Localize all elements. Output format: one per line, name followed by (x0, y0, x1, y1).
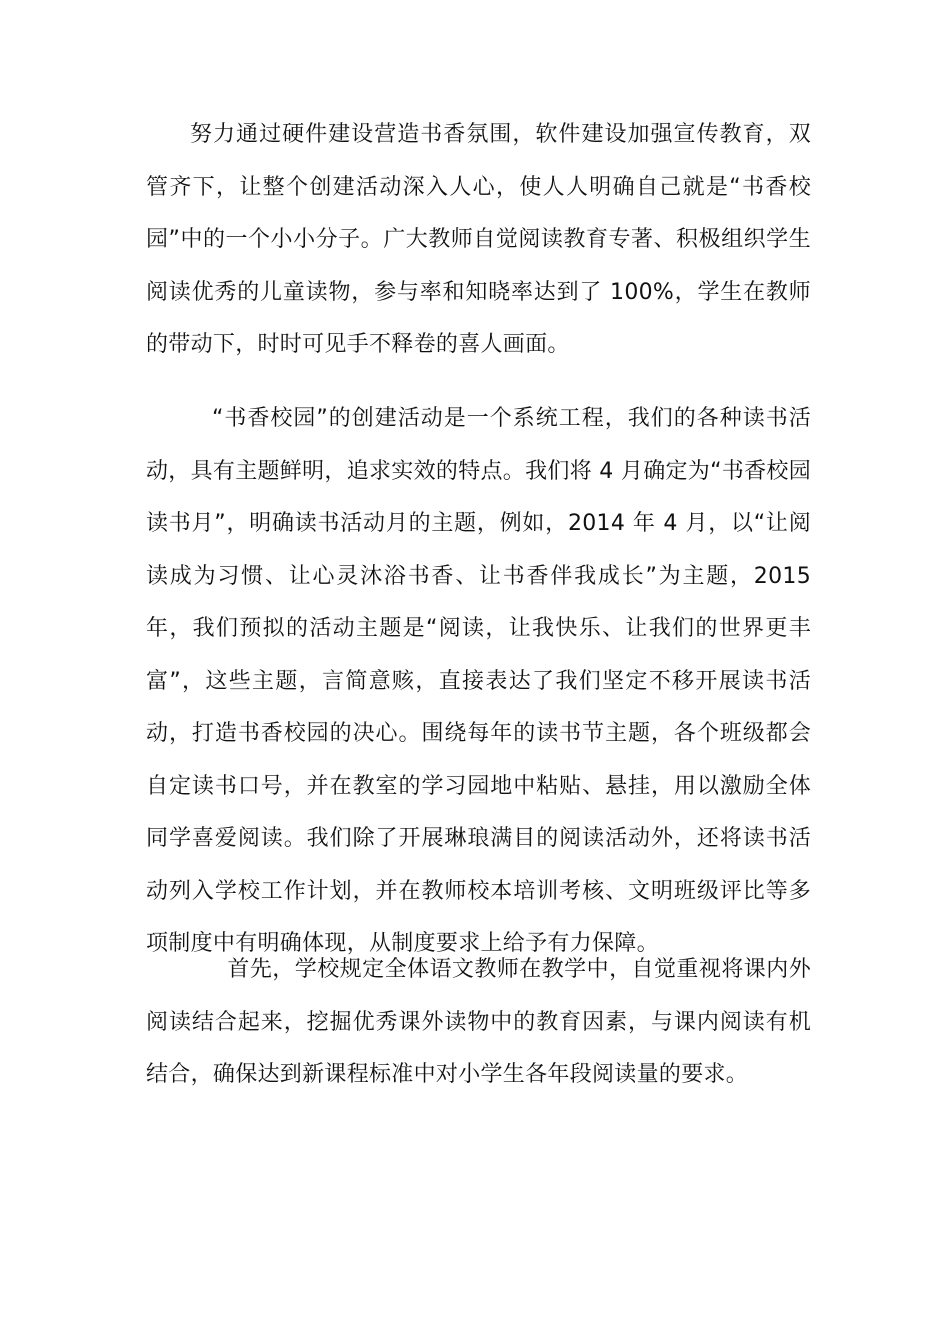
paragraph-1: 努力通过硬件建设营造书香氛围，软件建设加强宣传教育，双管齐下，让整个创建活动深入人心，使人人明确自己就是“书香校园”中的一个小小分子。广大教师自觉阅读教育专著、积极组织学生阅读优秀的儿童读物，参与率和知晓率达到了 100%，学生在教师的带动下，时时可见手不释卷的喜人画面。 (146, 122, 811, 357)
paragraph-3: 首先，学校规定全体语文教师在教学中，自觉重视将课内外阅读结合起来，挖掘优秀课外读物中的教育因素，与课内阅读有机结合，确保达到新课程标准中对小学生各年段阅读量的要求。 (146, 957, 811, 1087)
paragraph-2: “书香校园”的创建活动是一个系统工程，我们的各种读书活动，具有主题鲜明，追求实效的特点。我们将 4 月确定为“书香校园读书月”，明确读书活动月的主题，例如，2014 年 4 月，以“让阅读成为习惯、让心灵沐浴书香、让书香伴我成长”为主题，2015 年，我们预拟的活动主题是“阅读，让我快乐、让我们的世界更丰富”，这些主题，言简意赅，直接表达了我们坚定不移开展读书活动，打造书香校园的决心。围绕每年的读书节主题，各个班级都会自定读书口号，并在教室的学习园地中粘贴、悬挂，用以激励全体同学喜爱阅读。我们除了开展琳琅满目的阅读活动外，还将读书活动列入学校工作计划，并在教师校本培训考核、文明班级评比等多项制度中有明确体现，从制度要求上给予有力保障。 (146, 406, 811, 956)
